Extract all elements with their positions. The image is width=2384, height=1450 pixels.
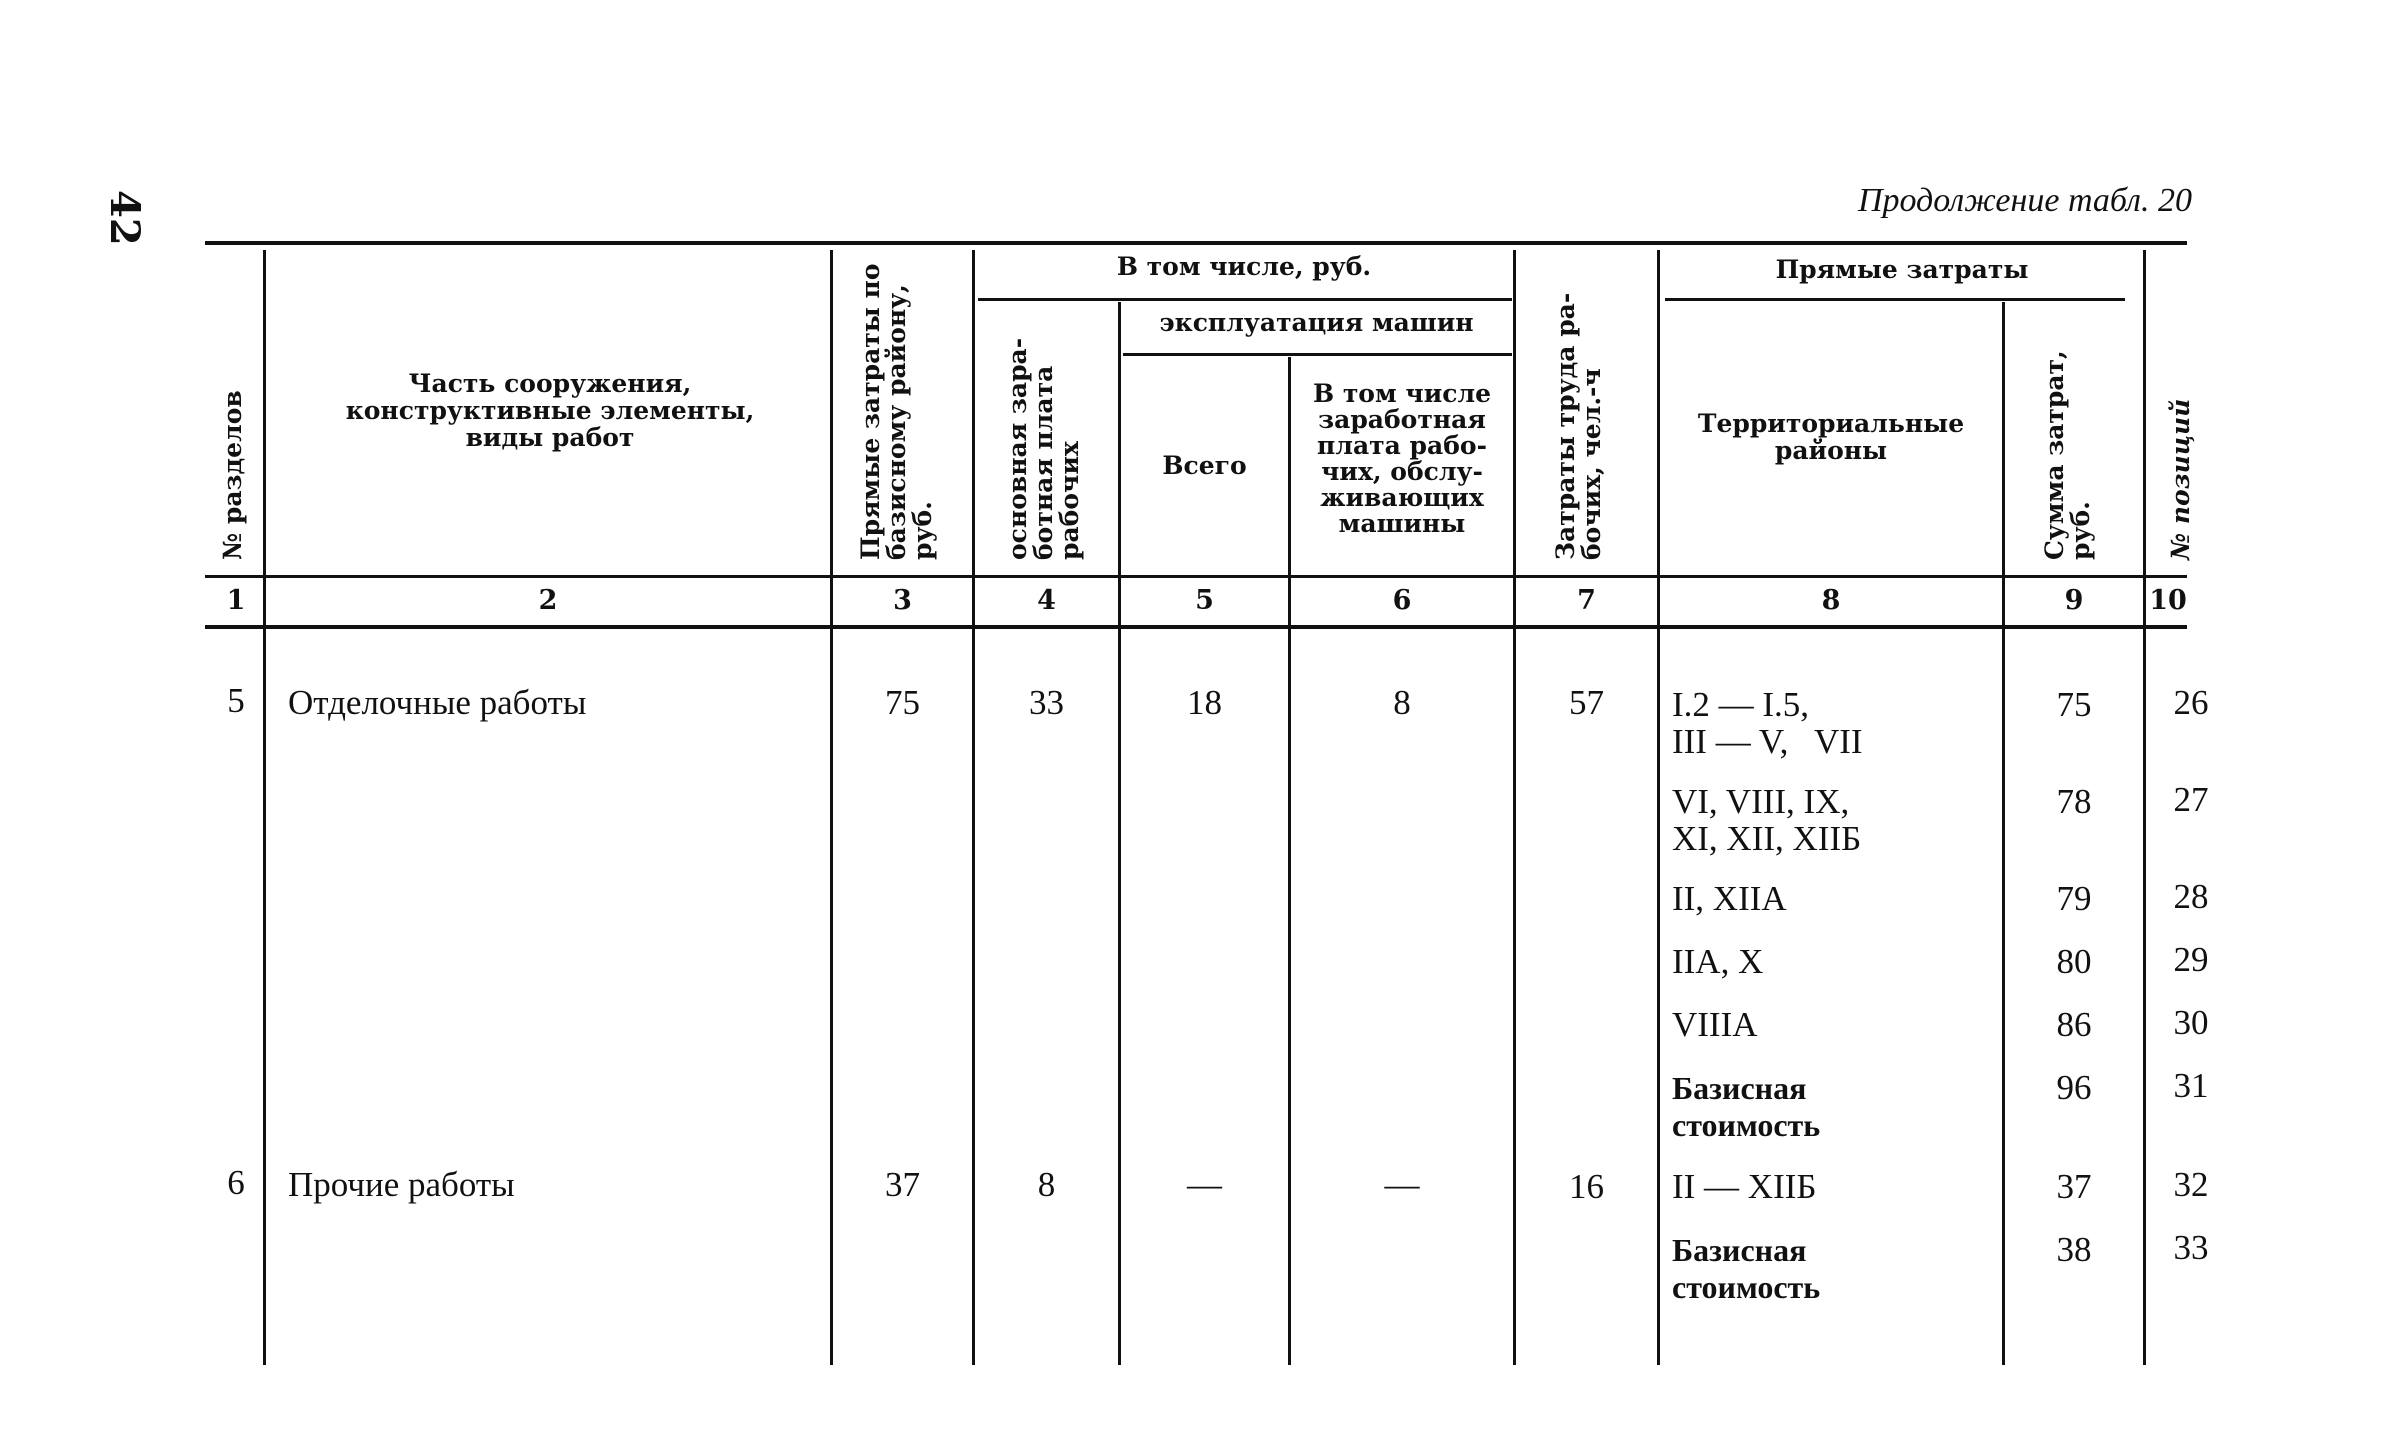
header-group-direct: Прямые затраты	[1775, 255, 2029, 284]
position-number: 31	[2173, 1066, 2209, 1105]
header-sum: Сумма затрат, руб.	[2040, 350, 2095, 560]
header-machines-total: Всего	[1162, 451, 1247, 480]
position-number: 32	[2173, 1165, 2209, 1204]
sum-cost: 78	[2056, 782, 2092, 821]
header-group-incl: В том числе, руб.	[1116, 252, 1372, 281]
section-name: Отделочные работы	[288, 683, 587, 722]
column-number: 9	[2064, 585, 2084, 616]
table-caption: Продолжение табл. 20	[1857, 182, 2192, 219]
column-number: 2	[538, 585, 558, 616]
regions: Базисная стоимость	[1672, 1232, 1821, 1305]
header-direct-cost: Прямые затраты по базисному району, руб.	[856, 263, 937, 560]
labor-cost: 16	[1569, 1167, 1604, 1206]
page-number: 42	[101, 190, 148, 246]
regions: VI, VIII, IX, XI, XII, XIIБ	[1672, 782, 1862, 858]
header-regions: Территориальные районы	[1697, 409, 1965, 465]
header-wages: основная зара- ботная плата рабочих	[1003, 337, 1084, 560]
column-number: 10	[2149, 585, 2187, 616]
wages: 8	[1037, 1165, 1056, 1204]
header-section-no: № разделов	[218, 390, 247, 560]
section-number: 6	[227, 1163, 245, 1202]
regions: I.2 — I.5, III — V, VII	[1672, 685, 1863, 761]
regions: Базисная стоимость	[1672, 1070, 1821, 1143]
header-part: Часть сооружения, конструктивные элементы, виды работ	[345, 369, 755, 452]
column-number: 1	[226, 585, 246, 616]
position-number: 30	[2173, 1003, 2209, 1042]
machines-wages: —	[1384, 1165, 1420, 1204]
machines-total: —	[1187, 1165, 1222, 1204]
section-number: 5	[227, 681, 245, 720]
header-labor: Затраты труда ра- бочих, чел.-ч	[1551, 292, 1606, 560]
sum-cost: 38	[2056, 1230, 2092, 1269]
column-number: 4	[1037, 585, 1056, 616]
section-name: Прочие работы	[288, 1165, 515, 1204]
direct-cost: 37	[885, 1165, 920, 1204]
column-number: 5	[1195, 585, 1214, 616]
position-number: 26	[2173, 683, 2209, 722]
machines-wages: 8	[1393, 683, 1411, 722]
sum-cost: 86	[2056, 1005, 2092, 1044]
regions: VIIIA	[1672, 1005, 1758, 1044]
labor-cost: 57	[1569, 683, 1604, 722]
regions: IIA, X	[1672, 942, 1764, 981]
regions: II — XIIБ	[1672, 1167, 1817, 1206]
sum-cost: 96	[2056, 1068, 2092, 1107]
position-number: 28	[2173, 877, 2209, 916]
machines-total: 18	[1187, 683, 1222, 722]
wages: 33	[1029, 683, 1064, 722]
position-number: 33	[2173, 1228, 2209, 1267]
position-number: 27	[2173, 780, 2209, 819]
header-machines-wages: В том числе заработная плата рабо- чих, обслу- живающих машины	[1312, 379, 1491, 538]
header-positions: № позиций	[2166, 398, 2195, 560]
column-number: 6	[1392, 585, 1412, 616]
header-group-machines: эксплуатация машин	[1159, 308, 1474, 337]
column-number: 3	[893, 585, 912, 616]
column-number: 7	[1577, 585, 1596, 616]
column-number: 8	[1821, 585, 1841, 616]
sum-cost: 80	[2056, 942, 2092, 981]
sum-cost: 75	[2056, 685, 2092, 724]
sum-cost: 37	[2056, 1167, 2092, 1206]
sum-cost: 79	[2056, 879, 2092, 918]
regions: II, XIIA	[1672, 879, 1787, 918]
position-number: 29	[2173, 940, 2209, 979]
direct-cost: 75	[885, 683, 920, 722]
